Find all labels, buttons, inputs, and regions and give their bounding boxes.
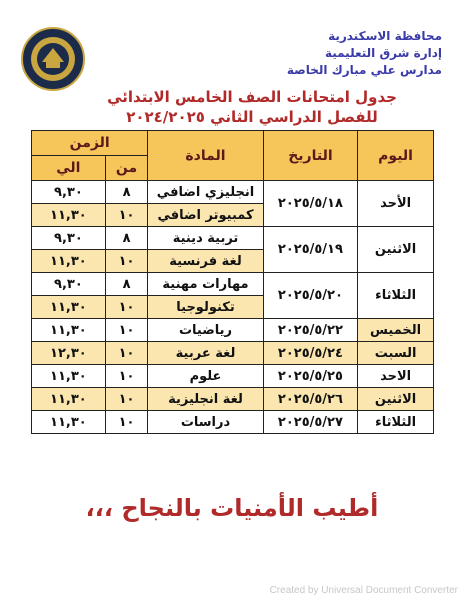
to-cell: ١١,٣٠ bbox=[32, 319, 106, 342]
day-cell: الخميس bbox=[358, 319, 434, 342]
from-cell: ٨ bbox=[105, 273, 148, 296]
subject-cell: انجليزي اضافي bbox=[148, 181, 263, 204]
day-cell: الثلاثاء bbox=[358, 411, 434, 434]
header-date: التاريخ bbox=[263, 131, 358, 181]
date-cell: ٢٠٢٥/٥/٢٧ bbox=[263, 411, 358, 434]
header-from: من bbox=[105, 156, 148, 181]
from-cell: ١٠ bbox=[105, 204, 148, 227]
subject-cell: رياضيات bbox=[148, 319, 263, 342]
closing-wishes: أطيب الأمنيات بالنجاح ،،، bbox=[85, 494, 379, 522]
exam-schedule-table bbox=[31, 130, 434, 434]
day-cell: السبت bbox=[358, 342, 434, 365]
date-cell: ٢٠٢٥/٥/١٩ bbox=[263, 227, 358, 273]
header-time: الزمن bbox=[32, 131, 148, 156]
day-cell: الاحد bbox=[358, 365, 434, 388]
subject-cell: تربية دينية bbox=[148, 227, 263, 250]
governorate-label: محافظة الاسكندرية bbox=[328, 29, 442, 43]
to-cell: ٩,٣٠ bbox=[32, 181, 106, 204]
to-cell: ١٢,٣٠ bbox=[32, 342, 106, 365]
to-cell: ١١,٣٠ bbox=[32, 250, 106, 273]
administration-label: إدارة شرق التعليمية bbox=[324, 46, 442, 60]
school-name-label: مدارس علي مبارك الخاصة bbox=[286, 63, 442, 77]
day-cell: الثلاثاء bbox=[358, 273, 434, 319]
header-subject: المادة bbox=[148, 131, 263, 181]
from-cell: ١٠ bbox=[105, 342, 148, 365]
schedule-title: جدول امتحانات الصف الخامس الابتدائي bbox=[107, 88, 397, 106]
subject-cell: لغة فرنسية bbox=[148, 250, 263, 273]
day-cell: الاثنين bbox=[358, 388, 434, 411]
from-cell: ١٠ bbox=[105, 388, 148, 411]
date-cell: ٢٠٢٥/٥/٢٢ bbox=[263, 319, 358, 342]
date-cell: ٢٠٢٥/٥/٢٥ bbox=[263, 365, 358, 388]
subject-cell: كمبيوتر اضافي bbox=[148, 204, 263, 227]
subject-cell: تكنولوجيا bbox=[148, 296, 263, 319]
day-cell: الأحد bbox=[358, 181, 434, 227]
to-cell: ٩,٣٠ bbox=[32, 227, 106, 250]
subject-cell: مهارات مهنية bbox=[148, 273, 263, 296]
from-cell: ١٠ bbox=[105, 319, 148, 342]
subject-cell: دراسات bbox=[148, 411, 263, 434]
date-cell: ٢٠٢٥/٥/٢٠ bbox=[263, 273, 358, 319]
school-logo-icon bbox=[20, 26, 86, 92]
semester-subtitle: للفصل الدراسي الثاني ٢٠٢٤/٢٠٢٥ bbox=[126, 108, 378, 126]
header-day: اليوم bbox=[358, 131, 434, 181]
to-cell: ١١,٣٠ bbox=[32, 296, 106, 319]
watermark-text: Created by Universal Document Converter bbox=[269, 585, 458, 596]
subject-cell: لغة انجليزية bbox=[148, 388, 263, 411]
to-cell: ١١,٣٠ bbox=[32, 365, 106, 388]
from-cell: ١٠ bbox=[105, 250, 148, 273]
school-header bbox=[287, 28, 442, 79]
date-cell: ٢٠٢٥/٥/٢٤ bbox=[263, 342, 358, 365]
date-cell: ٢٠٢٥/٥/١٨ bbox=[263, 181, 358, 227]
to-cell: ١١,٣٠ bbox=[32, 388, 106, 411]
to-cell: ٩,٣٠ bbox=[32, 273, 106, 296]
subject-cell: علوم bbox=[148, 365, 263, 388]
to-cell: ١١,٣٠ bbox=[32, 411, 106, 434]
from-cell: ١٠ bbox=[105, 296, 148, 319]
to-cell: ١١,٣٠ bbox=[32, 204, 106, 227]
subject-cell: لغة عربية bbox=[148, 342, 263, 365]
from-cell: ١٠ bbox=[105, 411, 148, 434]
from-cell: ٨ bbox=[105, 227, 148, 250]
from-cell: ١٠ bbox=[105, 365, 148, 388]
day-cell: الاثنين bbox=[358, 227, 434, 273]
from-cell: ٨ bbox=[105, 181, 148, 204]
header-to: الي bbox=[32, 156, 106, 181]
date-cell: ٢٠٢٥/٥/٢٦ bbox=[263, 388, 358, 411]
